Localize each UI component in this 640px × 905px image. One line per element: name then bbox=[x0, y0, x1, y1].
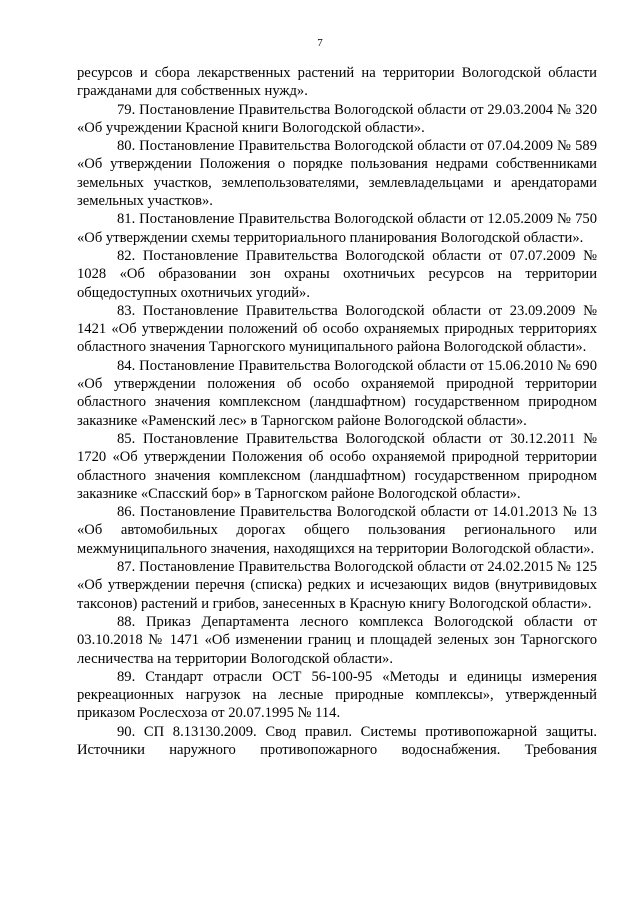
list-item-79: 79. Постановление Правительства Вологодской области от 29.03.2004 № 320 «Об учреждении Красной книги Вологодской области». bbox=[77, 101, 597, 136]
paragraph-continuation: ресурсов и сбора лекарственных растений на территории Вологодской области гражданами для собственных нужд». bbox=[77, 65, 597, 100]
list-item-84: 84. Постановление Правительства Вологодской области от 15.06.2010 № 690 «Об утверждении положения об особо охраняемой природной территории областного значения комплексном (ландшафтном) государственном природном заказнике «Раменский лес» в Тарногском районе Вологодской области». bbox=[77, 357, 597, 429]
page-number: 7 bbox=[317, 37, 323, 49]
list-item-86: 86. Постановление Правительства Вологодской области от 14.01.2013 № 13 «Об автомобильных дорогах общего пользования регионального или межмуниципального значения, находящихся на территории Вологодской области». bbox=[77, 504, 597, 557]
list-item-80: 80. Постановление Правительства Вологодской области от 07.04.2009 № 589 «Об утверждении Положения о порядке пользования недрами собственниками земельных участков, землепользователями, землевладельцами и арендаторами земельных участков». bbox=[77, 138, 597, 210]
list-item-81: 81. Постановление Правительства Вологодской области от 12.05.2009 № 750 «Об утверждении схемы территориального планирования Вологодской области». bbox=[77, 211, 597, 246]
document-body bbox=[77, 64, 597, 759]
list-item-88: 88. Приказ Департамента лесного комплекса Вологодской области от 03.10.2018 № 1471 «Об изменении границ и площадей зеленых зон Тарногского лесничества на территории Вологодской области». bbox=[77, 613, 597, 667]
list-item-90: 90. СП 8.13130.2009. Свод правил. Системы противопожарной защиты. Источники наружного противопожарного водоснабжения. Требования bbox=[77, 723, 597, 758]
list-item-89: 89. Стандарт отрасли ОСТ 56-100-95 «Методы и единицы измерения рекреационных нагрузок на лесные природные комплексы», утвержденный приказом Рослесхоза от 20.07.1995 № 114. bbox=[77, 668, 597, 722]
list-item-83: 83. Постановление Правительства Вологодской области от 23.09.2009 № 1421 «Об утверждении положений об особо охраняемых природных территориях областного значения Тарногского муниципального района Вологодской области». bbox=[77, 302, 597, 356]
list-item-85: 85. Постановление Правительства Вологодской области от 30.12.2011 № 1720 «Об утверждении Положения об особо охраняемой природной территории областного значения комплексном (ландшафтном) государственном природном заказнике «Спасский бор» в Тарногском районе Вологодской области». bbox=[77, 430, 597, 502]
list-item-82: 82. Постановление Правительства Вологодской области от 07.07.2009 № 1028 «Об образовании зон охраны охотничьих ресурсов на территории общедоступных охотничьих угодий». bbox=[77, 247, 597, 301]
list-item-87: 87. Постановление Правительства Вологодской области от 24.02.2015 № 125 «Об утверждении перечня (списка) редких и исчезающих видов (внутривидовых таксонов) растений и грибов, занесенных в Красную книгу Вологодской области». bbox=[77, 559, 597, 612]
